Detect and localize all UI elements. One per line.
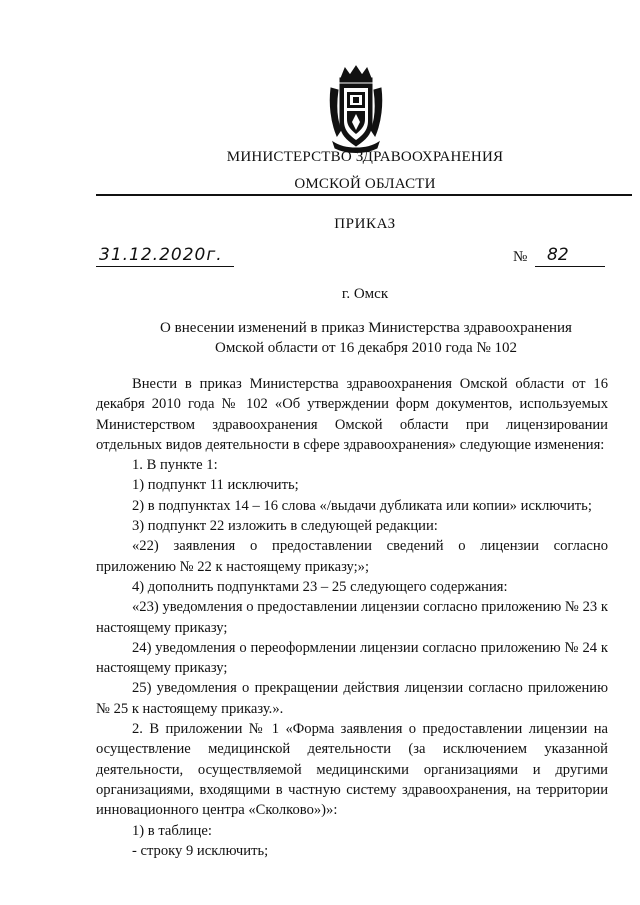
coat-of-arms-emblem [327,64,385,154]
body-paragraph: 1. В пункте 1: [132,457,218,474]
header-divider [96,194,632,196]
body-paragraph: 4) дополнить подпунктами 23 – 25 следующего содержания: [132,578,508,595]
city-line: г. Омск [341,286,389,302]
body-paragraph: Внести в приказ Министерства здравоохранения Омской области от 16 декабря 2010 года № 102 «Об утверждении форм документов, используемых Министерством здравоохранения Омской области при лицензировании отдельных видов деятельности в сфере здравоохранения» следующие изменения: [96,376,608,453]
order-number-field [535,245,605,267]
body-paragraph: 24) уведомления о переоформлении лицензии согласно приложению № 24 к настоящему приказу; [96,639,608,677]
order-date-field [96,245,234,267]
body-paragraph: «22) заявления о предоставлении сведений о лицензии согласно приложению № 22 к настоящему приказу;»; [96,538,608,575]
body-paragraph: «23) уведомления о предоставлении лицензии согласно приложению № 23 к настоящему приказу; [96,599,608,636]
body-paragraph: 1) в таблице: [132,822,212,839]
document-type-title: ПРИКАЗ [334,216,396,232]
ministry-name: МИНИСТЕРСТВО ЗДРАВООХРАНЕНИЯ [226,149,504,165]
body-paragraph: 2. В приложении № 1 «Форма заявления о предоставлении лицензии на осуществление медицинской деятельности (за исключением указанной деятельности, осуществляемой медицинскими организациями и другими организациями, входящими в частную систему здравоохранения, на территории инновационного центра «Сколково»)»: [96,721,608,819]
order-subject [96,318,636,358]
body-paragraph: 1) подпункт 11 исключить; [132,477,299,494]
body-paragraph: 2) в подпунктах 14 – 16 слова «/выдачи дубликата или копии» исключить; [132,497,592,514]
order-number: 82 [547,245,569,265]
subject-line: О внесении изменений в приказ Министерства здравоохранения [160,320,572,336]
order-number-label: № [513,249,528,265]
body-paragraph: 25) уведомления о прекращении действия лицензии согласно приложению № 25 к настоящему приказу.». [96,680,608,717]
order-date: 31.12.2020г. [99,245,223,265]
subject-line: Омской области от 16 декабря 2010 года № 102 [214,340,518,356]
body-paragraph: - строку 9 исключить; [132,842,269,859]
order-body [96,374,608,861]
region-name: ОМСКОЙ ОБЛАСТИ [294,176,436,192]
body-paragraph: 3) подпункт 22 изложить в следующей редакции: [132,518,438,535]
